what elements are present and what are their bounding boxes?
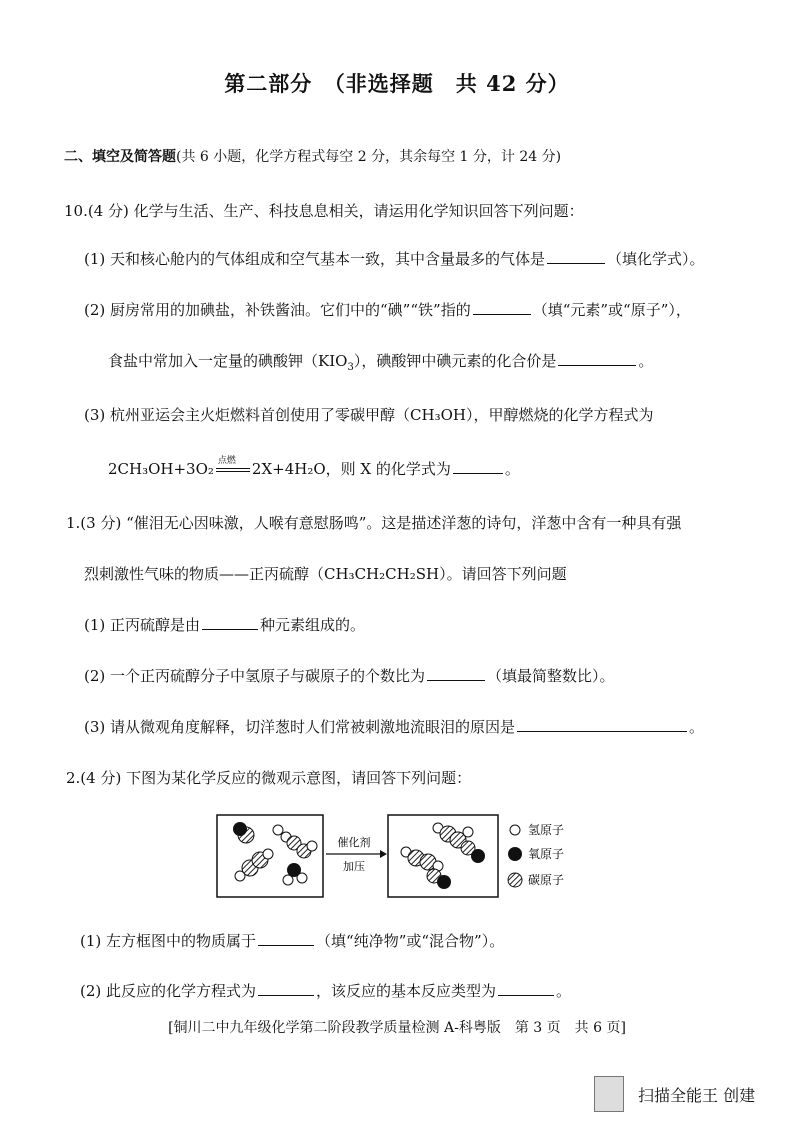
page-footer: [铜川二中九年级化学第二阶段教学质量检测 A-科粤版 第 3 页 共 6 页]: [168, 1020, 626, 1036]
hydrogen-atom: [263, 849, 273, 859]
section-note: (共 6 小题，化学方程式每空 2 分，其余每空 1 分，计 24 分): [176, 149, 562, 165]
q11-part1: [84, 614, 365, 635]
scanner-watermark: 扫描全能王 创建: [638, 1086, 756, 1105]
answer-blank[interactable]: [547, 262, 605, 264]
q11-stem-line2: 烈刺激性气味的物质——正丙硫醇（CH₃CH₂CH₂SH）。请回答下列问题: [84, 565, 567, 583]
answer-blank[interactable]: [453, 472, 503, 474]
arrow-head: [380, 850, 387, 858]
answer-blank[interactable]: [427, 679, 485, 681]
q10-equation: [108, 458, 520, 479]
section-heading: [64, 146, 561, 166]
hydrogen-atom: [307, 841, 317, 851]
q12-p1-text: (1) 左方框图中的物质属于: [80, 932, 257, 950]
q11-p2-tail: （填最简整数比）。: [487, 667, 615, 685]
q11-part3: [84, 716, 704, 737]
answer-blank[interactable]: [202, 628, 258, 630]
scanner-logo-icon: [594, 1076, 624, 1112]
hydrogen-atom: [297, 873, 307, 883]
q10-part3: (3) 杭州亚运会主火炬燃料首创使用了零碳甲醇（CH₃OH），甲醇燃烧的化学方程式为: [84, 406, 654, 424]
legend-carbon: 碳原子: [528, 873, 565, 887]
q12-p2-tail: 。: [556, 982, 572, 1000]
oxygen-atom: [437, 875, 451, 889]
hydrogen-atom: [283, 875, 293, 885]
q11-p1-text: (1) 正丙硫醇是由: [84, 616, 201, 634]
q10-p2b-pre: 食盐中常加入一定量的碘酸钾（KIO: [108, 352, 348, 370]
answer-blank[interactable]: [473, 313, 531, 315]
legend-carbon-icon: [508, 873, 522, 887]
reaction-condition: 点燃: [217, 456, 236, 466]
q10-p2b-tail: 。: [638, 352, 654, 370]
q11-stem-line1: 1.(3 分) “催泪无心因味激，人喉有意慰肠鸣”。这是描述洋葱的诗句，洋葱中含有一种具有强: [66, 514, 682, 532]
oxygen-atom: [233, 822, 247, 836]
answer-blank[interactable]: [258, 994, 314, 996]
q12-p2-mid: ，该反应的基本反应类型为: [316, 982, 497, 1000]
hydrogen-atom: [463, 827, 473, 837]
equation-left: 2CH₃OH+3O₂: [108, 460, 214, 478]
reaction-diagram: [216, 810, 586, 900]
legend-oxygen-icon: [508, 847, 522, 861]
q10-part1: [84, 248, 705, 269]
q11-p3-text: (3) 请从微观角度解释，切洋葱时人们常被刺激地流眼泪的原因是: [84, 718, 516, 736]
q12-p1-tail: （填“纯净物”或“混合物”）。: [316, 932, 505, 950]
q12-stem: 2.(4 分) 下图为某化学反应的微观示意图，请回答下列问题：: [66, 769, 472, 787]
q10-p3b-tail: 。: [504, 460, 520, 478]
q10-part2-line2: [108, 350, 653, 373]
q11-p1-tail: 种元素组成的。: [260, 616, 366, 634]
q10-p2a-text: (2) 厨房常用的加碘盐，补铁酱油。它们中的“碘”“铁”指的: [84, 301, 471, 319]
pressure-label: 加压: [343, 860, 365, 873]
q10-p2a-tail: （填“元素”或“原子”），: [532, 301, 691, 319]
page-title: 第二部分 （非选择题 共 42 分）: [224, 71, 570, 96]
catalyst-label: 催化剂: [337, 836, 371, 849]
answer-blank[interactable]: [558, 364, 636, 366]
q11-p2-text: (2) 一个正丙硫醇分子中氢原子与碳原子的个数比为: [84, 667, 426, 685]
q12-part2: [80, 980, 571, 1001]
oxygen-atom: [471, 849, 485, 863]
q10-p1-text: (1) 天和核心舱内的气体组成和空气基本一致，其中含量最多的气体是: [84, 250, 546, 268]
q11-p3-tail: 。: [689, 718, 705, 736]
answer-blank[interactable]: [258, 944, 314, 946]
answer-blank[interactable]: [498, 994, 554, 996]
q10-p2b-post: ），碘酸钾中碘元素的化合价是: [353, 352, 557, 370]
subscript: 3: [347, 362, 354, 373]
q10-p1-tail: （填化学式）。: [607, 250, 705, 268]
answer-blank[interactable]: [517, 730, 687, 732]
q12-p2-text: (2) 此反应的化学方程式为: [80, 982, 257, 1000]
reaction-arrow: [216, 456, 250, 474]
equation-right: 2X+4H₂O，则 X 的化学式为: [251, 460, 451, 478]
q10-stem: 10.(4 分) 化学与生活、生产、科技息息相关，请运用化学知识回答下列问题：: [64, 202, 584, 220]
legend-oxygen: 氧原子: [528, 847, 565, 861]
q10-part2: [84, 299, 691, 320]
legend-hydrogen-icon: [510, 825, 520, 835]
legend-hydrogen: 氢原子: [528, 823, 565, 837]
hydrogen-atom: [273, 825, 283, 835]
section-label: 二、填空及简答题: [64, 149, 176, 165]
q11-part2: [84, 665, 615, 686]
q12-part1: [80, 930, 504, 951]
